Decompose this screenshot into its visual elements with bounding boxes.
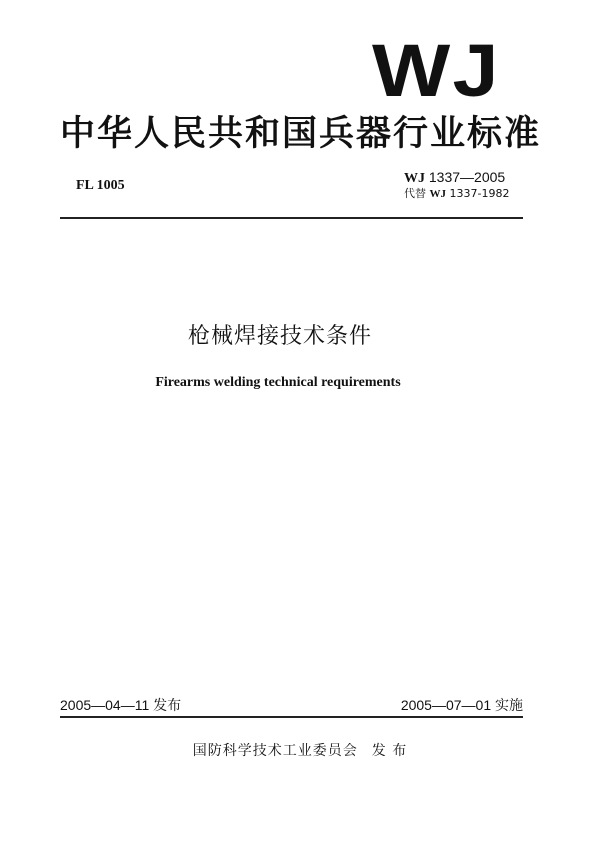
replaces-number: 1337-1982: [449, 187, 510, 200]
classification-code: FL 1005: [76, 178, 125, 193]
standard-number-value: 1337—2005: [428, 169, 506, 185]
implementation-date: 2005—07—01 实施: [400, 697, 523, 713]
replaces-standard: [404, 186, 509, 202]
footer-divider: [60, 716, 523, 718]
standard-category-title: 中华人民共和国兵器行业标准: [60, 114, 542, 154]
issuer-name: 国防科学技术工业委员会: [192, 743, 358, 759]
header-divider: [60, 217, 523, 219]
issuer-action: 发 布: [371, 743, 408, 759]
standard-number-prefix: WJ: [404, 171, 425, 186]
wj-logo: WJ: [372, 29, 501, 112]
document-title-chinese: 枪械焊接技术条件: [187, 324, 372, 349]
replaces-label: 代替: [404, 187, 426, 200]
issuing-authority: [0, 741, 600, 761]
replaces-prefix: WJ: [429, 188, 446, 200]
document-title-english: Firearms welding technical requirements: [155, 375, 401, 390]
issue-date: 2005—04—11 发布: [60, 697, 182, 713]
standard-number: [404, 168, 505, 188]
